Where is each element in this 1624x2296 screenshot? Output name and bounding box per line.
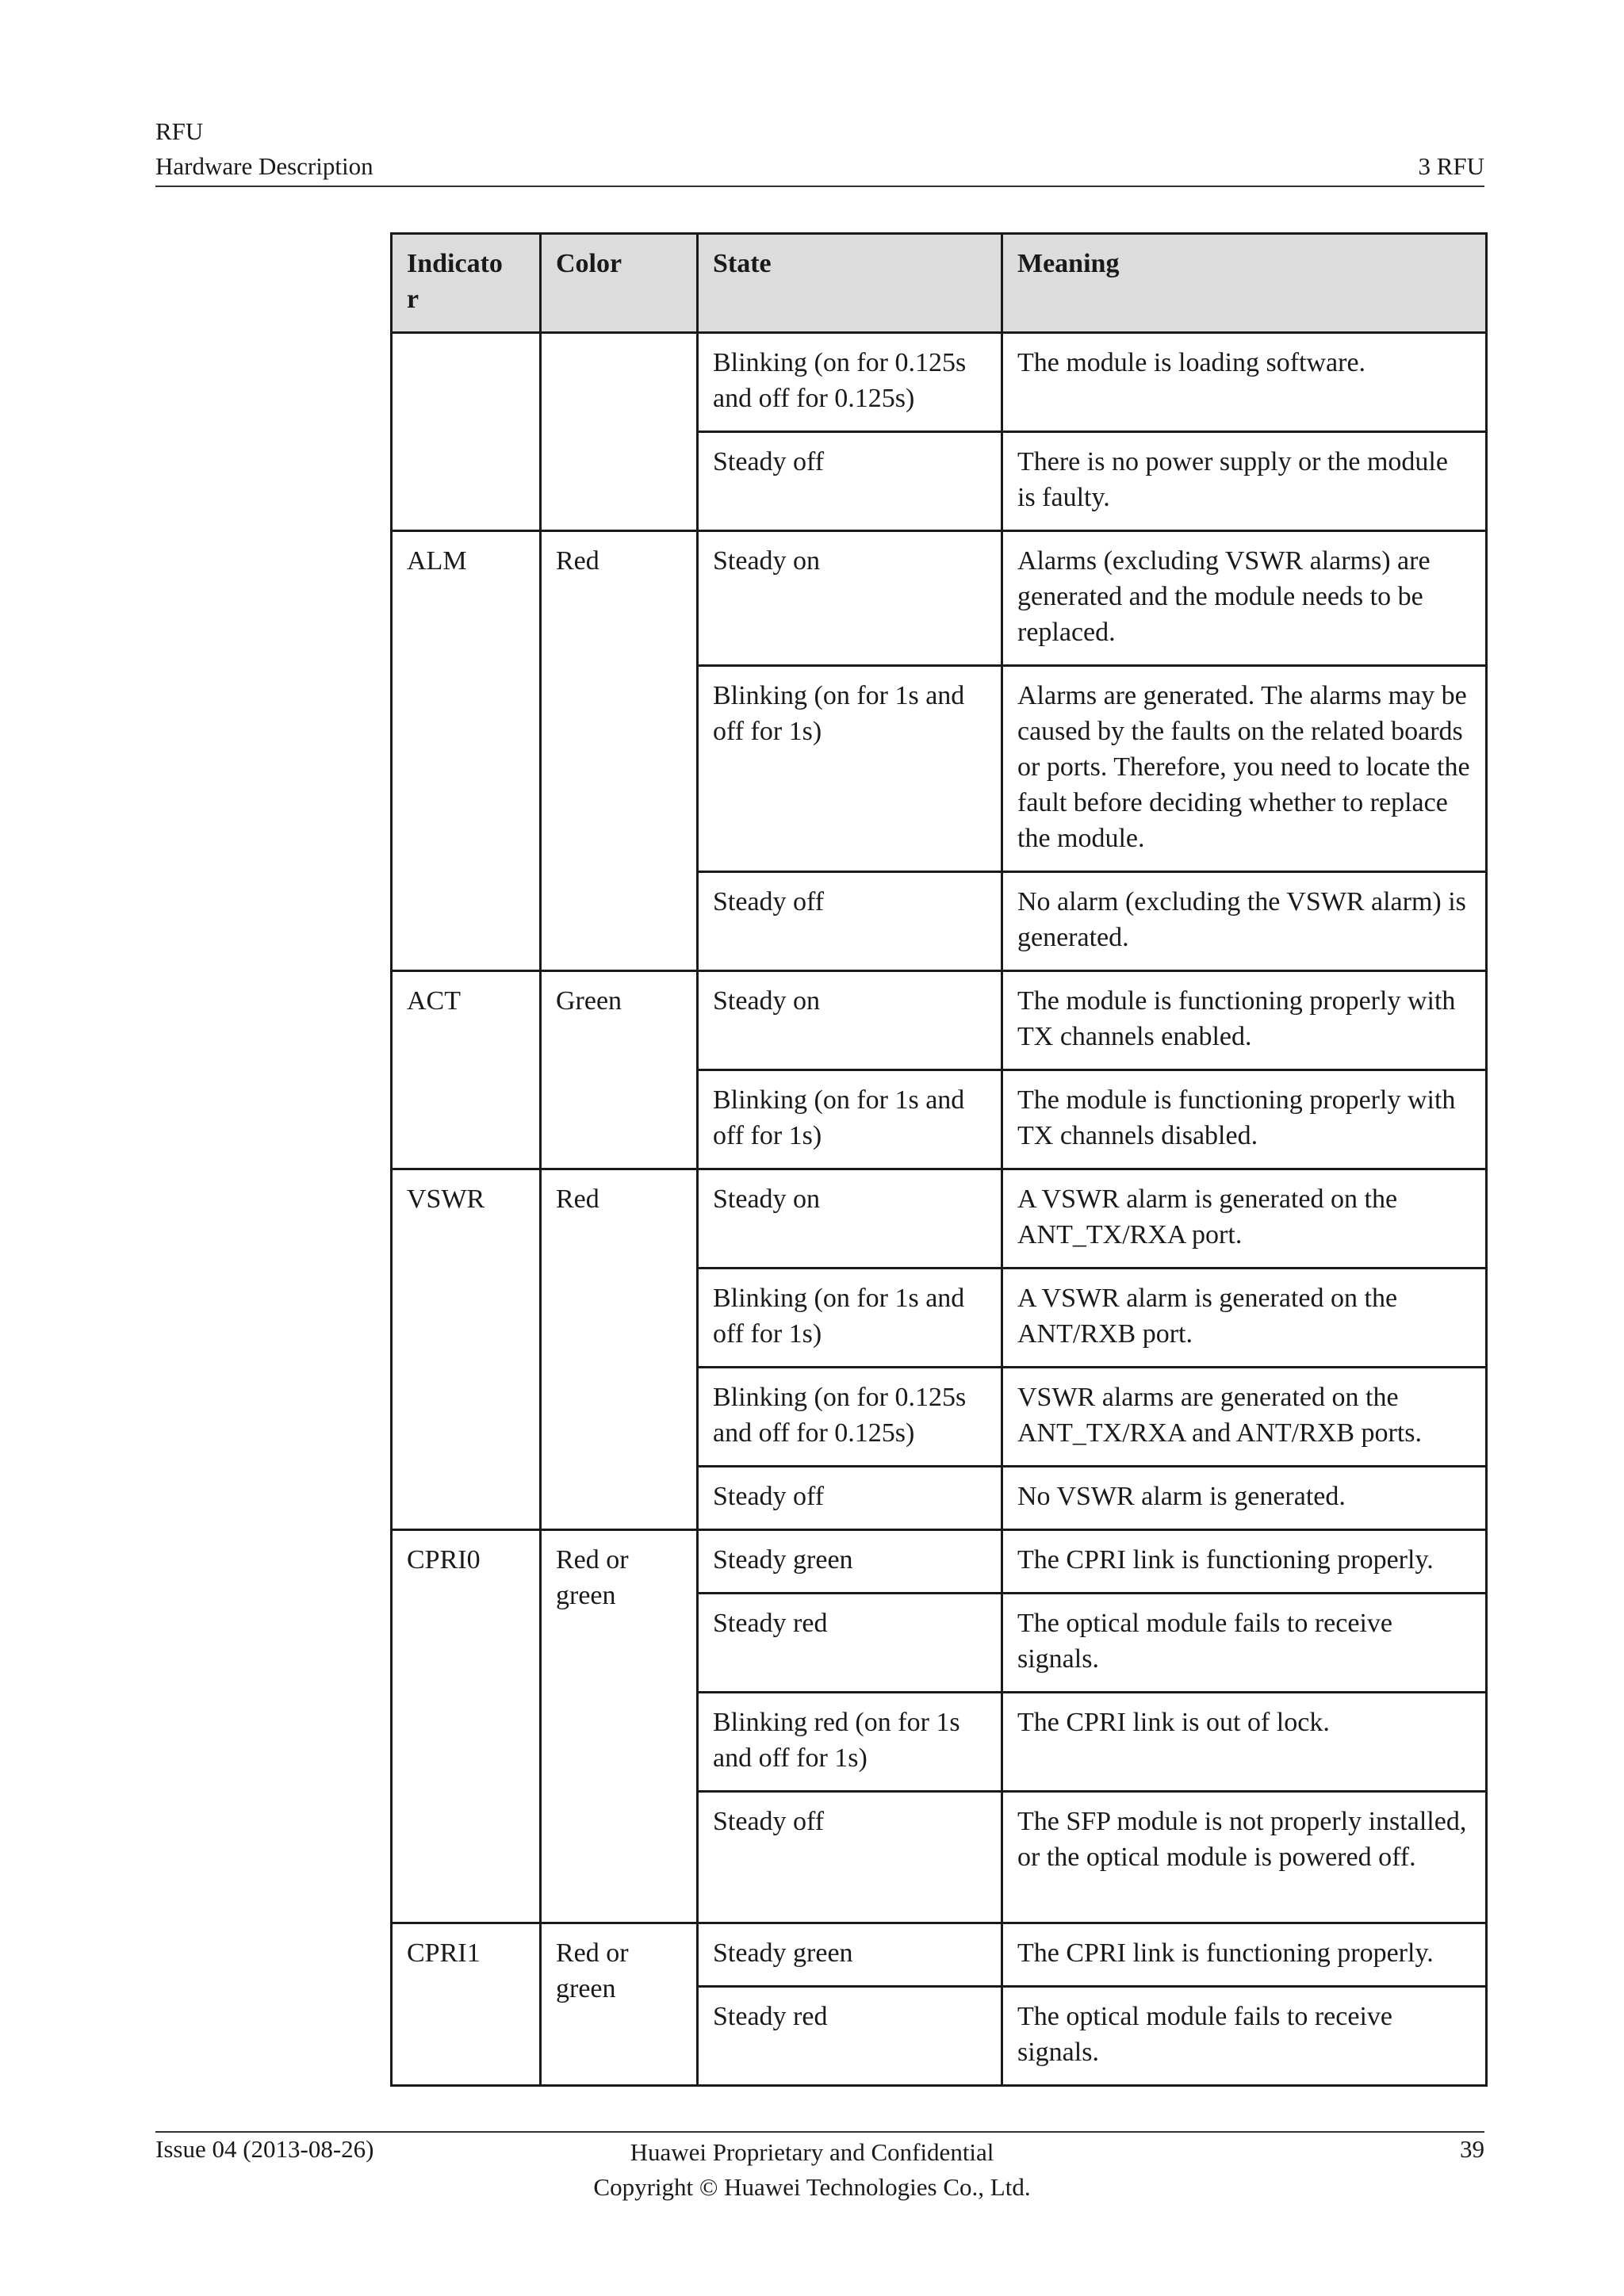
state-cell: Steady green xyxy=(698,1923,1002,1987)
footer-copyright: Copyright © Huawei Technologies Co., Ltd. xyxy=(593,2173,1031,2201)
state-cell: Blinking (on for 0.125s and off for 0.125s) xyxy=(698,333,1002,432)
header-doc-short: RFU xyxy=(155,117,204,145)
header-chapter: 3 RFU xyxy=(1418,152,1484,180)
state-cell: Steady green xyxy=(698,1530,1002,1594)
meaning-cell: No alarm (excluding the VSWR alarm) is generated. xyxy=(1002,872,1487,971)
table-row xyxy=(392,1530,1487,1594)
meaning-cell: No VSWR alarm is generated. xyxy=(1002,1467,1487,1530)
col-header-meaning: Meaning xyxy=(1002,234,1487,333)
footer-proprietary: Huawei Proprietary and Confidential xyxy=(630,2138,994,2166)
table-row xyxy=(392,971,1487,1070)
meaning-cell: The module is functioning properly with TX channels disabled. xyxy=(1002,1070,1487,1169)
indicator-cell xyxy=(392,333,541,531)
color-cell: Red xyxy=(541,1169,698,1530)
col-header-indicator: Indicato r xyxy=(392,234,541,333)
state-cell: Blinking (on for 1s and off for 1s) xyxy=(698,1269,1002,1368)
meaning-cell: The module is loading software. xyxy=(1002,333,1487,432)
indicator-cell: ACT xyxy=(392,971,541,1169)
footer-center xyxy=(0,2135,1624,2205)
meaning-cell: Alarms are generated. The alarms may be caused by the faults on the related boards or ports. Therefore, you need to locate the fault before deciding whether to replace the module. xyxy=(1002,666,1487,872)
table-row xyxy=(392,1169,1487,1269)
meaning-cell: The CPRI link is functioning properly. xyxy=(1002,1530,1487,1594)
indicator-cell: ALM xyxy=(392,531,541,971)
meaning-cell: VSWR alarms are generated on the ANT_TX/RXA and ANT/RXB ports. xyxy=(1002,1368,1487,1467)
state-cell: Steady red xyxy=(698,1987,1002,2086)
state-cell: Steady on xyxy=(698,971,1002,1070)
color-cell: Red xyxy=(541,531,698,971)
meaning-cell: The CPRI link is out of lock. xyxy=(1002,1693,1487,1792)
state-cell: Steady on xyxy=(698,1169,1002,1269)
color-cell: Red or green xyxy=(541,1530,698,1923)
meaning-cell: The CPRI link is functioning properly. xyxy=(1002,1923,1487,1987)
state-cell: Steady red xyxy=(698,1594,1002,1693)
state-cell: Steady off xyxy=(698,1467,1002,1530)
state-cell: Blinking (on for 1s and off for 1s) xyxy=(698,1070,1002,1169)
header-doc-title: Hardware Description xyxy=(155,152,373,180)
meaning-cell: A VSWR alarm is generated on the ANT_TX/RXA port. xyxy=(1002,1169,1487,1269)
table-row xyxy=(392,1923,1487,1987)
state-cell: Steady on xyxy=(698,531,1002,666)
footer-issue: Issue 04 (2013-08-26) xyxy=(155,2135,374,2163)
meaning-cell: There is no power supply or the module is faulty. xyxy=(1002,432,1487,531)
col-header-color: Color xyxy=(541,234,698,333)
meaning-cell: Alarms (excluding VSWR alarms) are generated and the module needs to be replaced. xyxy=(1002,531,1487,666)
state-cell: Blinking red (on for 1s and off for 1s) xyxy=(698,1693,1002,1792)
state-cell: Steady off xyxy=(698,1792,1002,1923)
footer-page-number: 39 xyxy=(1460,2135,1484,2163)
header-divider xyxy=(155,186,1484,187)
meaning-cell: The SFP module is not properly installed, or the optical module is powered off. xyxy=(1002,1792,1487,1923)
table-row xyxy=(392,531,1487,666)
meaning-cell: The optical module fails to receive signals. xyxy=(1002,1987,1487,2086)
meaning-cell: The optical module fails to receive signals. xyxy=(1002,1594,1487,1693)
table-row xyxy=(392,333,1487,432)
indicator-cell: VSWR xyxy=(392,1169,541,1530)
col-header-state: State xyxy=(698,234,1002,333)
footer-divider xyxy=(155,2131,1484,2133)
indicator-cell: CPRI1 xyxy=(392,1923,541,2086)
meaning-cell: The module is functioning properly with TX channels enabled. xyxy=(1002,971,1487,1070)
indicator-table xyxy=(390,232,1488,2087)
state-cell: Steady off xyxy=(698,432,1002,531)
table-header-row xyxy=(392,234,1487,333)
color-cell: Green xyxy=(541,971,698,1169)
state-cell: Blinking (on for 0.125s and off for 0.125s) xyxy=(698,1368,1002,1467)
state-cell: Blinking (on for 1s and off for 1s) xyxy=(698,666,1002,872)
indicator-cell: CPRI0 xyxy=(392,1530,541,1923)
color-cell: Red or green xyxy=(541,1923,698,2086)
meaning-cell: A VSWR alarm is generated on the ANT/RXB port. xyxy=(1002,1269,1487,1368)
state-cell: Steady off xyxy=(698,872,1002,971)
color-cell xyxy=(541,333,698,531)
